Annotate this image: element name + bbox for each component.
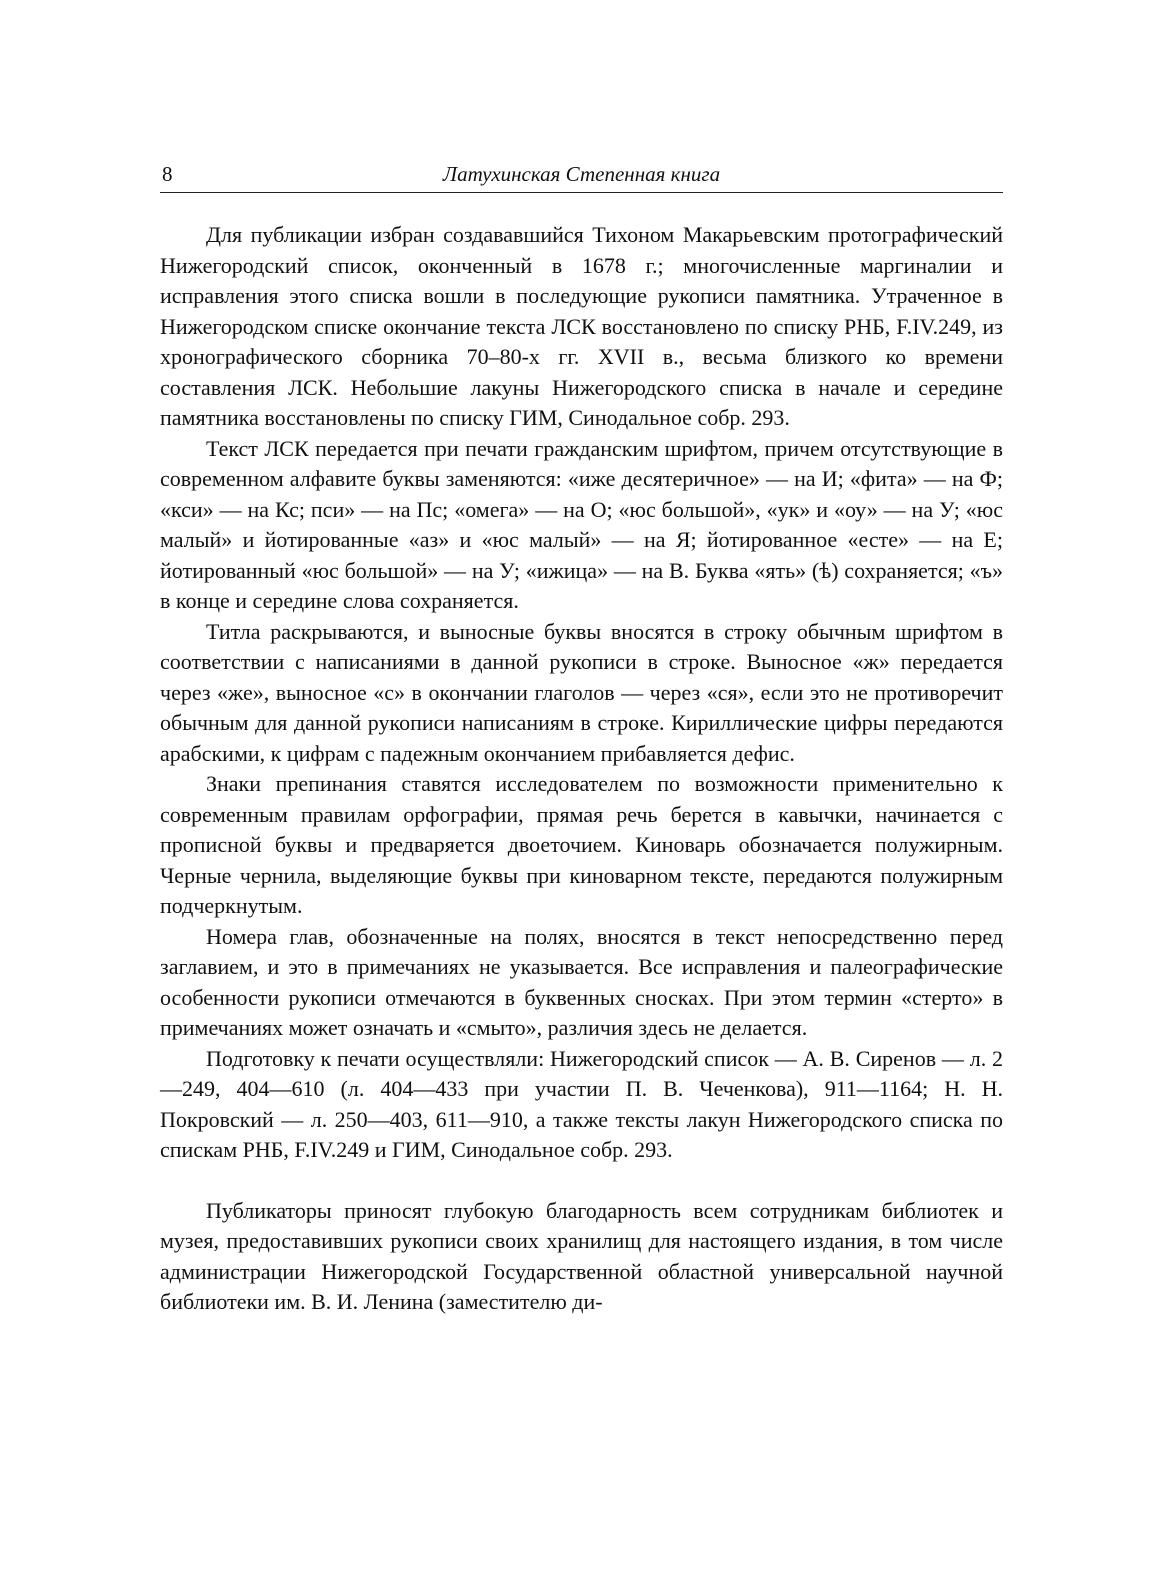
paragraph-punctuation: Знаки препинания ставятся исследователем по возможности применительно к современным правилам орфографии, прямая речь берется в кавычки, начинается с прописной буквы и предваряется двоеточием. Киноварь обозначается полужирным. Черные чернила, выделяющие буквы при киноварном тексте, передаются полужирным подчеркнутым. <box>160 771 1003 918</box>
running-header <box>160 158 1003 193</box>
paragraph-preparation-credits: Подготовку к печати осуществляли: Нижегородский список — А. В. Сиренов — л. 2—249, 404—610 (л. 404—433 при участии П. В. Чеченкова), 911—1164; Н. Н. Покровский — л. 250—403, 611—910, а также тексты лакун Нижегородского списка по спискам РНБ, F.IV.249 и ГИМ, Синодальное собр. 293. <box>160 1045 1003 1162</box>
paragraph-letter-replacement: Текст ЛСК передается при печати гражданским шрифтом, причем отсутствующие в современном алфавите буквы заменяются: «иже десятеричное» — на И; «фита» — на Ф; «кси» — на Кс; пси» — на Пс; «омега» — на О; «юс большой», «ук» и «оу» — на У; «юс малый» и йотированные «аз» и «юс малый» — на Я; йотированное «есте» — на Е; йотированный «юс большой» — на У; «ижица» — на В. Буква «ять» (ѣ) сохраняется; «ъ» в конце и середине слова сохраняется. <box>160 435 1003 613</box>
paragraph-titla: Титла раскрываются, и выносные буквы вносятся в строку обычным шрифтом в соответствии с написаниями в данной рукописи в строке. Выносное «ж» передается через «же», выносное «с» в окончании глаголов — через «ся», если это не противоречит обычным для данной рукописи написаниям в строке. Кириллические цифры передаются арабскими, к цифрам с падежным окончанием прибавляется дефис. <box>160 618 1003 766</box>
book-page <box>160 158 1003 1318</box>
paragraph-chapter-numbers: Номера глав, обозначенные на полях, вносятся в текст непосредственно перед заглавием, и это в примечаниях не указывается. Все исправления и палеографические особенности рукописи отмечаются в буквенных сносках. При этом термин «стерто» в примечаниях может означать и «смыто», различия здесь не делается. <box>160 923 1003 1040</box>
paragraph-publication-source: Для публикации избран создававшийся Тихоном Макарьевским протографический Нижегородский список, оконченный в 1678 г.; многочисленные маргиналии и исправления этого списка вошли в последующие рукописи памятника. Утраченное в Нижегородском списке окончание текста ЛСК восстановлено по списку РНБ, F.IV.249, из хронографического сборника 70–80-х гг. XVII в., весьма близкого ко времени составления ЛСК. Небольшие лакуны Нижегородского списка в начале и середине памятника восстановлены по списку ГИМ, Синодальное собр. 293. <box>160 222 1003 430</box>
running-title: Латухинская Степенная книга <box>442 162 721 186</box>
paragraph-acknowledgements: Публикаторы приносят глубокую благодарность всем сотрудникам библиотек и музея, предоставивших рукописи своих хранилищ для настоящего издания, в том числе администрации Нижегородской Государственной областной универсальной научной библиотеки им. В. И. Ленина (заместителю ди- <box>160 1197 1003 1314</box>
page-number: 8 <box>162 162 173 186</box>
body-text <box>160 220 1003 1318</box>
